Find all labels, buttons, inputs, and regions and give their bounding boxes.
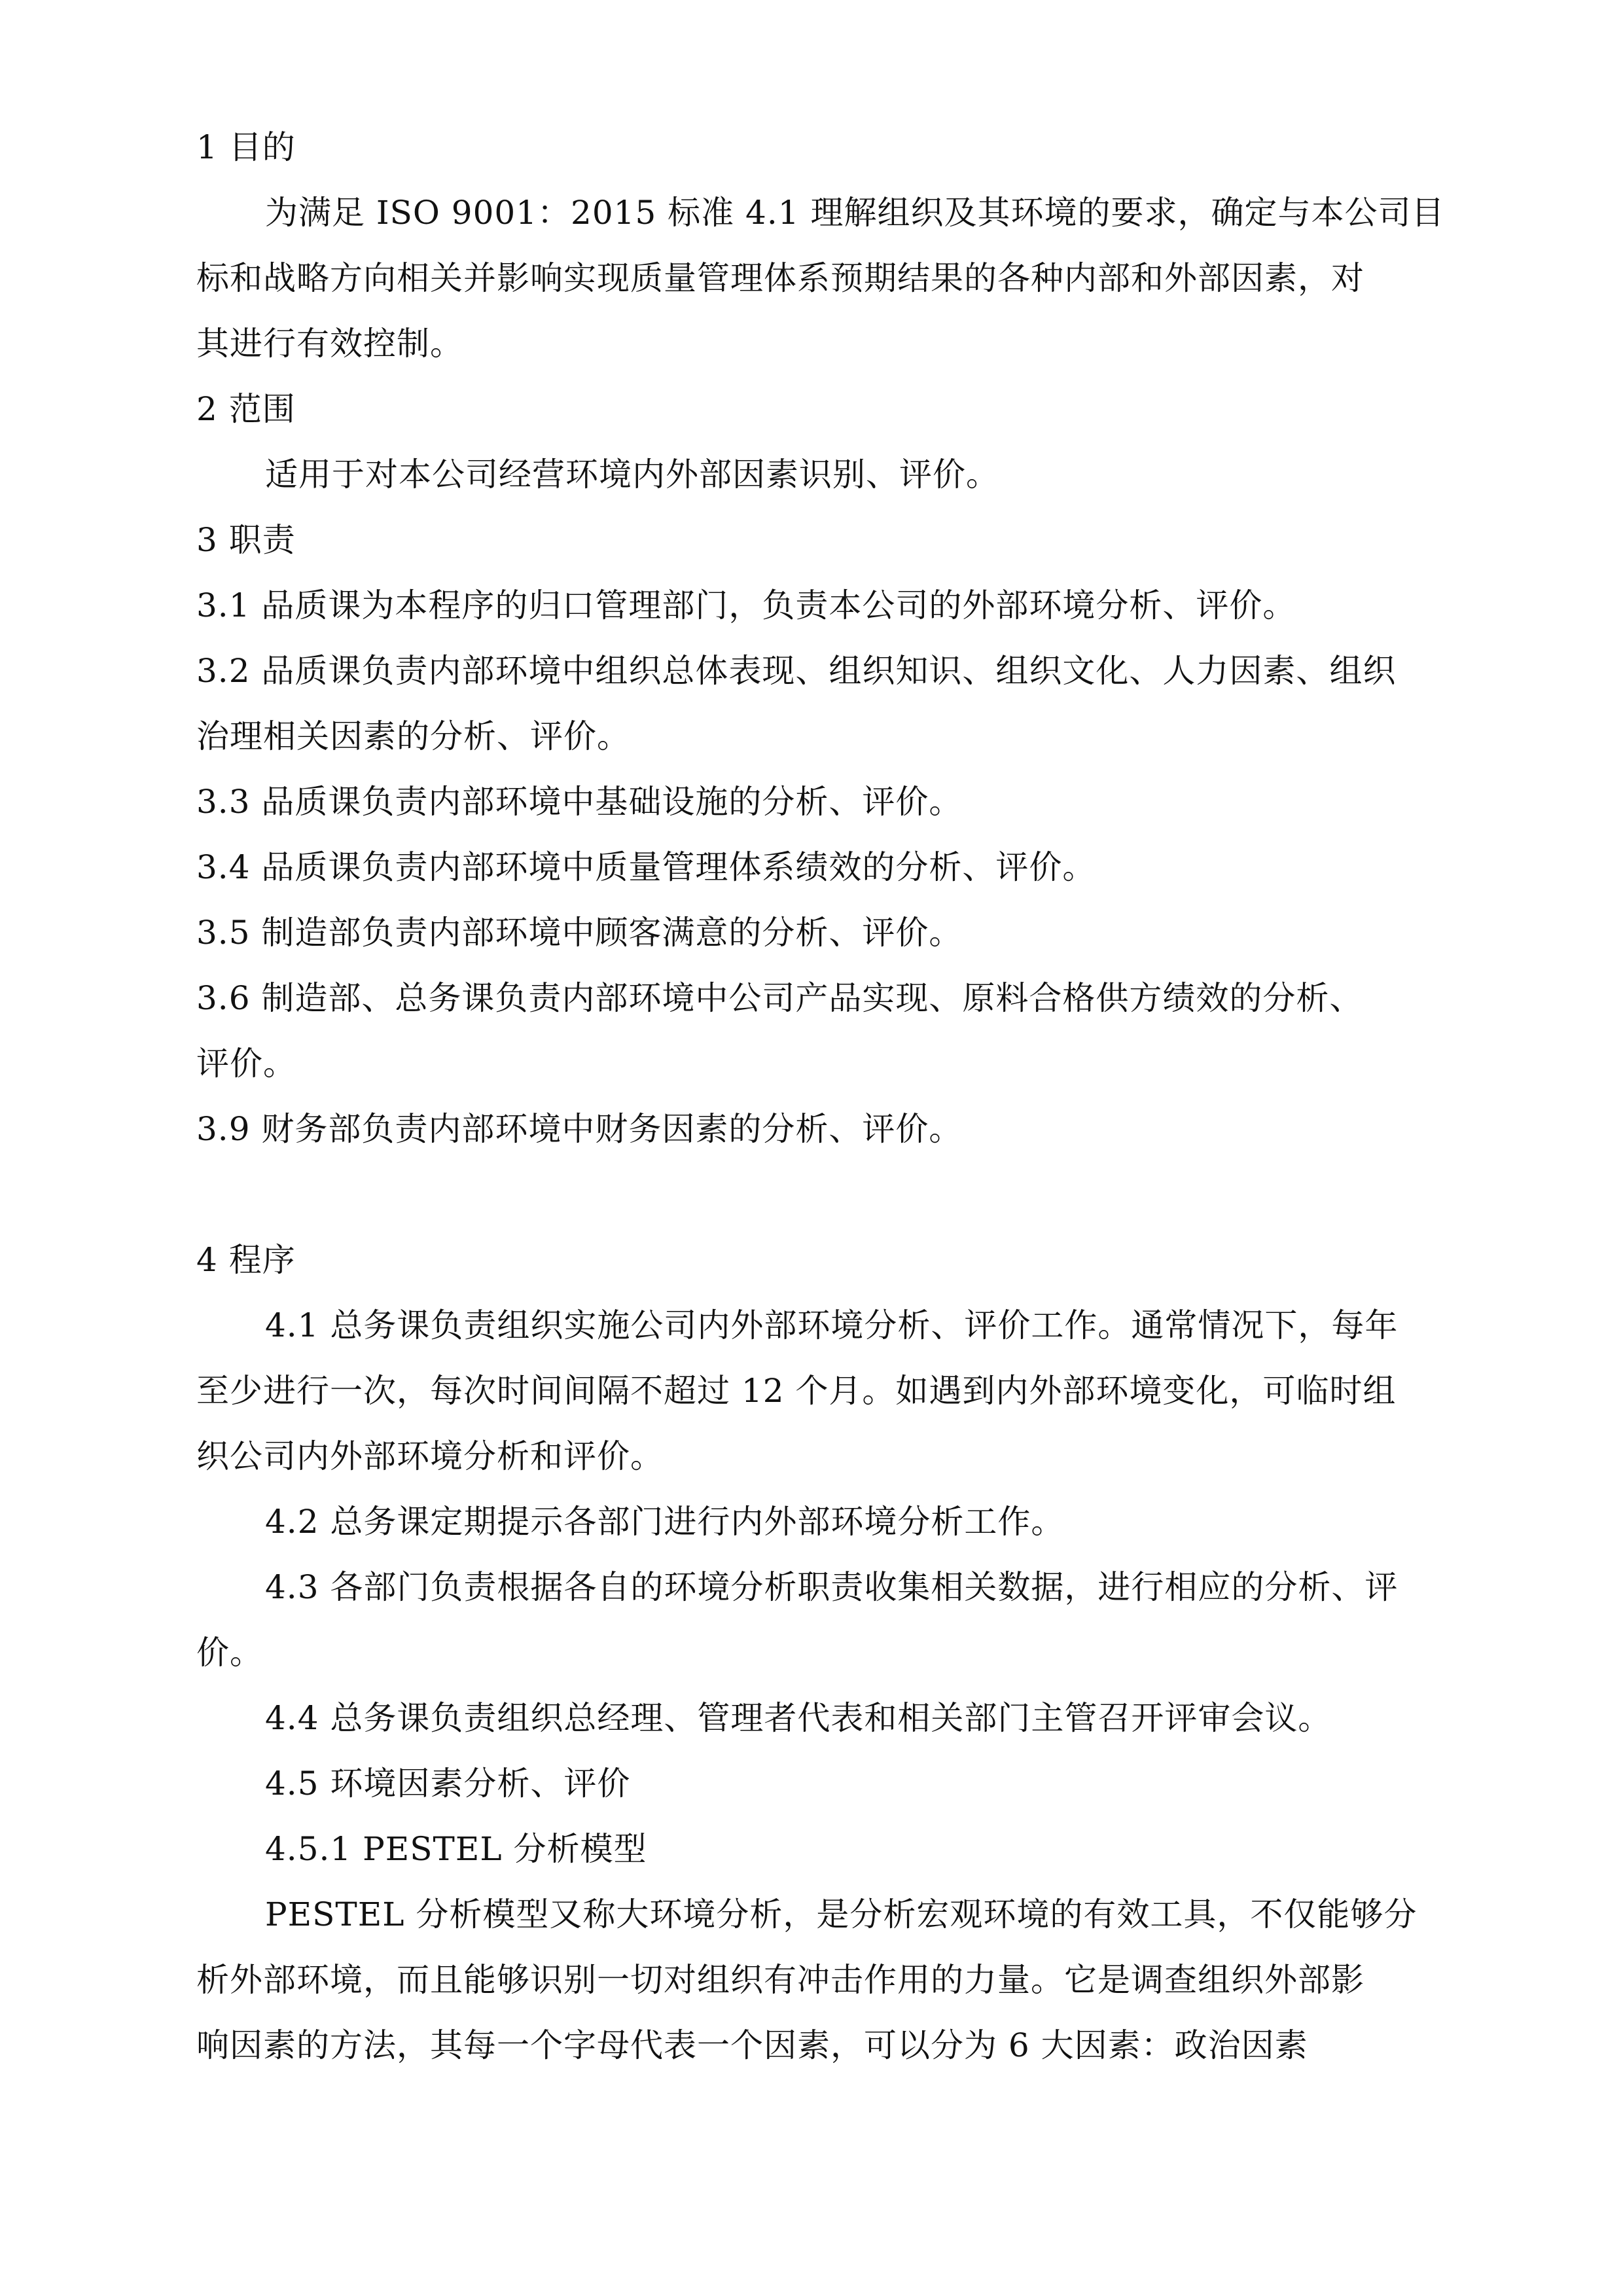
responsibility-line-6: 3.5 制造部负责内部环境中顾客满意的分析、评价。 xyxy=(196,914,963,952)
section-heading-procedure: 4 程序 xyxy=(196,1241,296,1279)
procedure-line-8: 4.5 环境因素分析、评价 xyxy=(265,1765,631,1803)
procedure-line-10: PESTEL 分析模型又称大环境分析，是分析宏观环境的有效工具，不仅能够分 xyxy=(265,1895,1418,1933)
responsibility-line-9: 3.9 财务部负责内部环境中财务因素的分析、评价。 xyxy=(196,1110,963,1148)
procedure-line-5: 4.3 各部门负责根据各自的环境分析职责收集相关数据，进行相应的分析、评 xyxy=(265,1568,1399,1606)
section-heading-purpose: 1 目的 xyxy=(196,128,296,166)
procedure-line-1: 4.1 总务课负责组织实施公司内外部环境分析、评价工作。通常情况下，每年 xyxy=(265,1306,1399,1344)
responsibility-line-4: 3.3 品质课负责内部环境中基础设施的分析、评价。 xyxy=(196,783,963,821)
procedure-line-7: 4.4 总务课负责组织总经理、管理者代表和相关部门主管召开评审会议。 xyxy=(265,1699,1332,1737)
section-heading-scope: 2 范围 xyxy=(196,390,296,428)
procedure-line-12: 响因素的方法，其每一个字母代表一个因素，可以分为 6 大因素：政治因素 xyxy=(196,2026,1308,2064)
section-heading-responsibility: 3 职责 xyxy=(196,521,296,559)
procedure-line-11: 析外部环境，而且能够识别一切对组织有冲击作用的力量。它是调查组织外部影 xyxy=(196,1961,1364,1999)
procedure-line-9: 4.5.1 PESTEL 分析模型 xyxy=(265,1830,647,1868)
scope-line-1: 适用于对本公司经营环境内外部因素识别、评价。 xyxy=(265,456,999,493)
responsibility-line-1: 3.1 品质课为本程序的归口管理部门，负责本公司的外部环境分析、评价。 xyxy=(196,586,1296,624)
responsibility-line-2: 3.2 品质课负责内部环境中组织总体表现、组织知识、组织文化、人力因素、组织 xyxy=(196,652,1397,690)
purpose-line-1: 为满足 ISO 9001：2015 标准 4.1 理解组织及其环境的要求，确定与本公司目 xyxy=(265,194,1445,232)
procedure-line-3: 织公司内外部环境分析和评价。 xyxy=(196,1437,664,1475)
procedure-line-6: 价。 xyxy=(196,1634,263,1672)
purpose-line-3: 其进行有效控制。 xyxy=(196,325,463,363)
responsibility-line-7: 3.6 制造部、总务课负责内部环境中公司产品实现、原料合格供方绩效的分析、 xyxy=(196,979,1363,1017)
procedure-line-4: 4.2 总务课定期提示各部门进行内外部环境分析工作。 xyxy=(265,1503,1065,1541)
responsibility-line-8: 评价。 xyxy=(196,1045,296,1083)
responsibility-line-5: 3.4 品质课负责内部环境中质量管理体系绩效的分析、评价。 xyxy=(196,848,1096,886)
responsibility-line-3: 治理相关因素的分析、评价。 xyxy=(196,717,630,755)
purpose-line-2: 标和战略方向相关并影响实现质量管理体系预期结果的各种内部和外部因素，对 xyxy=(196,259,1364,297)
procedure-line-2: 至少进行一次，每次时间间隔不超过 12 个月。如遇到内外部环境变化，可临时组 xyxy=(196,1372,1397,1410)
